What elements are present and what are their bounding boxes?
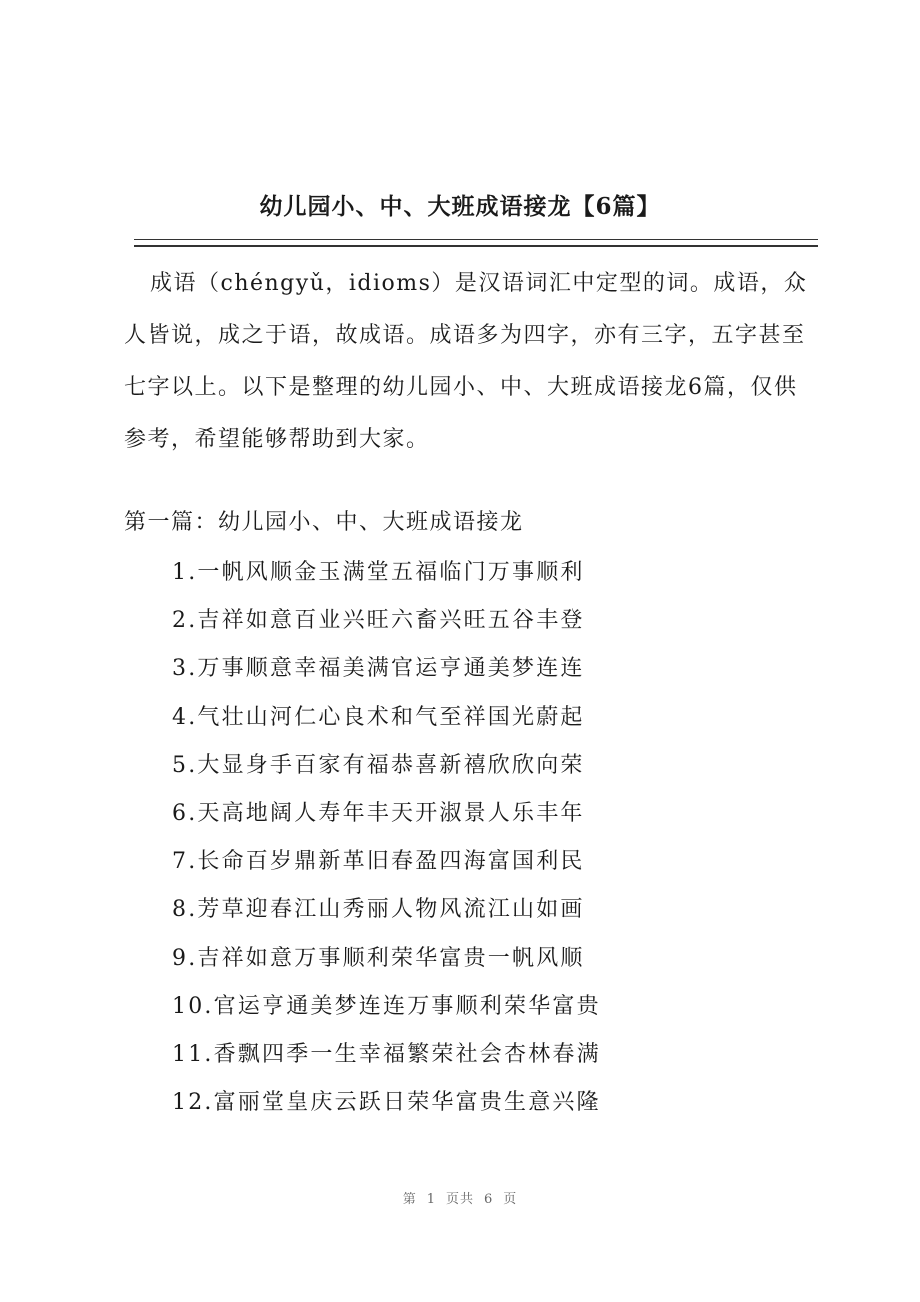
list-item: 8.芳草迎春江山秀丽人物风流江山如画 — [172, 897, 585, 923]
page-footer — [0, 1188, 920, 1207]
list-item: 1.一帆风顺金玉满堂五福临门万事顺利 — [172, 560, 585, 585]
footer-page-number: 1 — [426, 1192, 436, 1207]
idiom-list — [172, 549, 601, 1127]
list-item: 10.官运亨通美梦连连万事顺利荣华富贵 — [172, 993, 601, 1019]
section-heading: 第一篇：幼儿园小、中、大班成语接龙 — [124, 510, 524, 535]
list-item: 11.香飘四季一生幸福繁荣社会杏林春满 — [172, 1041, 601, 1067]
list-item: 6.天高地阔人寿年丰天开淑景人乐丰年 — [172, 800, 585, 826]
footer-suffix: 页 — [503, 1192, 518, 1207]
title-divider-thick — [134, 245, 818, 247]
list-item: 12.富丽堂皇庆云跃日荣华富贵生意兴隆 — [172, 1090, 601, 1116]
list-item: 9.吉祥如意万事顺利荣华富贵一帆风顺 — [172, 945, 585, 971]
list-item: 2.吉祥如意百业兴旺六畜兴旺五谷丰登 — [172, 608, 585, 634]
list-item: 3.万事顺意幸福美满官运亨通美梦连连 — [172, 656, 585, 682]
title-divider-thin — [134, 239, 818, 240]
list-item: 7.长命百岁鼎新革旧春盈四海富国利民 — [172, 849, 585, 875]
footer-prefix: 第 — [402, 1192, 417, 1207]
list-item: 5.大显身手百家有福恭喜新禧欣欣向荣 — [172, 752, 585, 778]
list-item: 4.气壮山河仁心良术和气至祥国光蔚起 — [172, 704, 585, 730]
intro-paragraph: 成语（chéngyǔ，idioms）是汉语词汇中定型的词。成语，众人皆说，成之于语，故成语。成语多为四字，亦有三字，五字甚至七字以上。以下是整理的幼儿园小、中、大班成语接龙6篇，仅供参考，希望能够帮助到大家。 — [124, 271, 808, 452]
footer-middle: 页共 — [445, 1192, 474, 1207]
document-title: 幼儿园小、中、大班成语接龙【6篇】 — [259, 193, 661, 220]
footer-total-pages: 6 — [484, 1192, 494, 1207]
